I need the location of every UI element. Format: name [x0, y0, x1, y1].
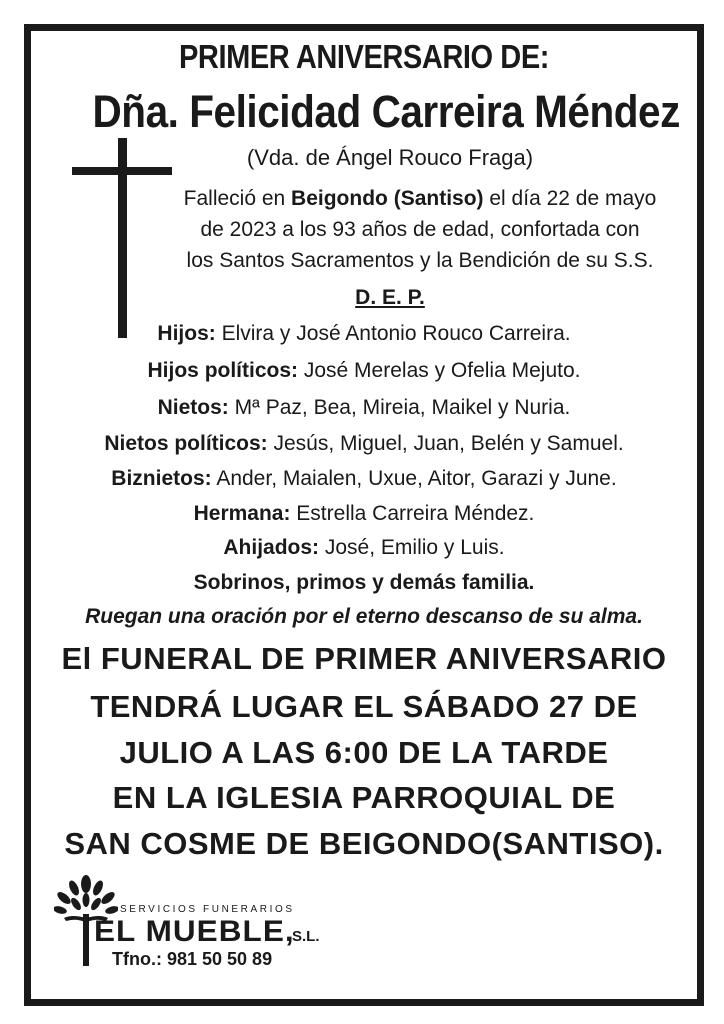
death-place: Beigondo (Santiso) — [291, 187, 484, 210]
funeral-line-3: JULIO A LAS 6:00 DE LA TARDE — [119, 735, 609, 770]
logo-phone: Tfno.: 981 50 50 89 — [112, 949, 273, 969]
logo-brand-text: EL MUEBLE, — [94, 915, 295, 948]
funeral-home-logo — [54, 872, 374, 972]
funeral-line-4: EN LA IGLESIA PARROQUIAL DE — [112, 780, 616, 815]
family-row-ahijados: Ahijados: José, Emilio y Luis. — [223, 536, 505, 559]
prayer-request: Ruegan una oración por el eterno descanso de su alma. — [85, 605, 643, 628]
widow-of-line: (Vda. de Ángel Rouco Fraga) — [246, 145, 534, 170]
family-row-nietos-politicos: Nietos políticos: Jesús, Miguel, Juan, Belén y Samuel. — [104, 432, 624, 455]
family-row-hermana: Hermana: Estrella Carreira Méndez. — [193, 502, 535, 525]
family-closing: Sobrinos, primos y demás familia. — [193, 571, 535, 594]
death-notice-line-1: Falleció en Beigondo (Santiso) el día 22 de mayo — [183, 187, 657, 210]
funeral-line-1: El FUNERAL DE PRIMER ANIVERSARIO — [61, 641, 667, 676]
family-row-nietos: Nietos: Mª Paz, Bea, Mireia, Maikel y Nuria. — [157, 396, 571, 419]
death-notice-line-3: los Santos Sacramentos y la Bendición de su S.S. — [186, 249, 654, 272]
notice-heading: PRIMER ANIVERSARIO DE: — [178, 38, 550, 75]
funeral-line-2: TENDRÁ LUGAR EL SÁBADO 27 DE — [90, 689, 638, 724]
deceased-name: Dña. Felicidad Carreira Méndez — [92, 86, 680, 137]
family-row-hijos: Hijos: Elvira y José Antonio Rouco Carreira. — [157, 322, 571, 345]
death-notice-line-2: de 2023 a los 93 años de edad, confortada con — [200, 218, 640, 241]
funeral-line-5: SAN COSME DE BEIGONDO(SANTISO). — [64, 826, 664, 861]
dep-label: D. E. P. — [355, 286, 425, 309]
family-row-biznietos: Biznietos: Ander, Maialen, Uxue, Aitor, Garazi y June. — [111, 467, 617, 490]
logo-services-text: SERVICIOS FUNERARIOS — [120, 904, 295, 915]
family-row-hijos-politicos: Hijos políticos: José Merelas y Ofelia Mejuto. — [147, 359, 581, 382]
logo-company-suffix: S.L. — [292, 928, 320, 945]
